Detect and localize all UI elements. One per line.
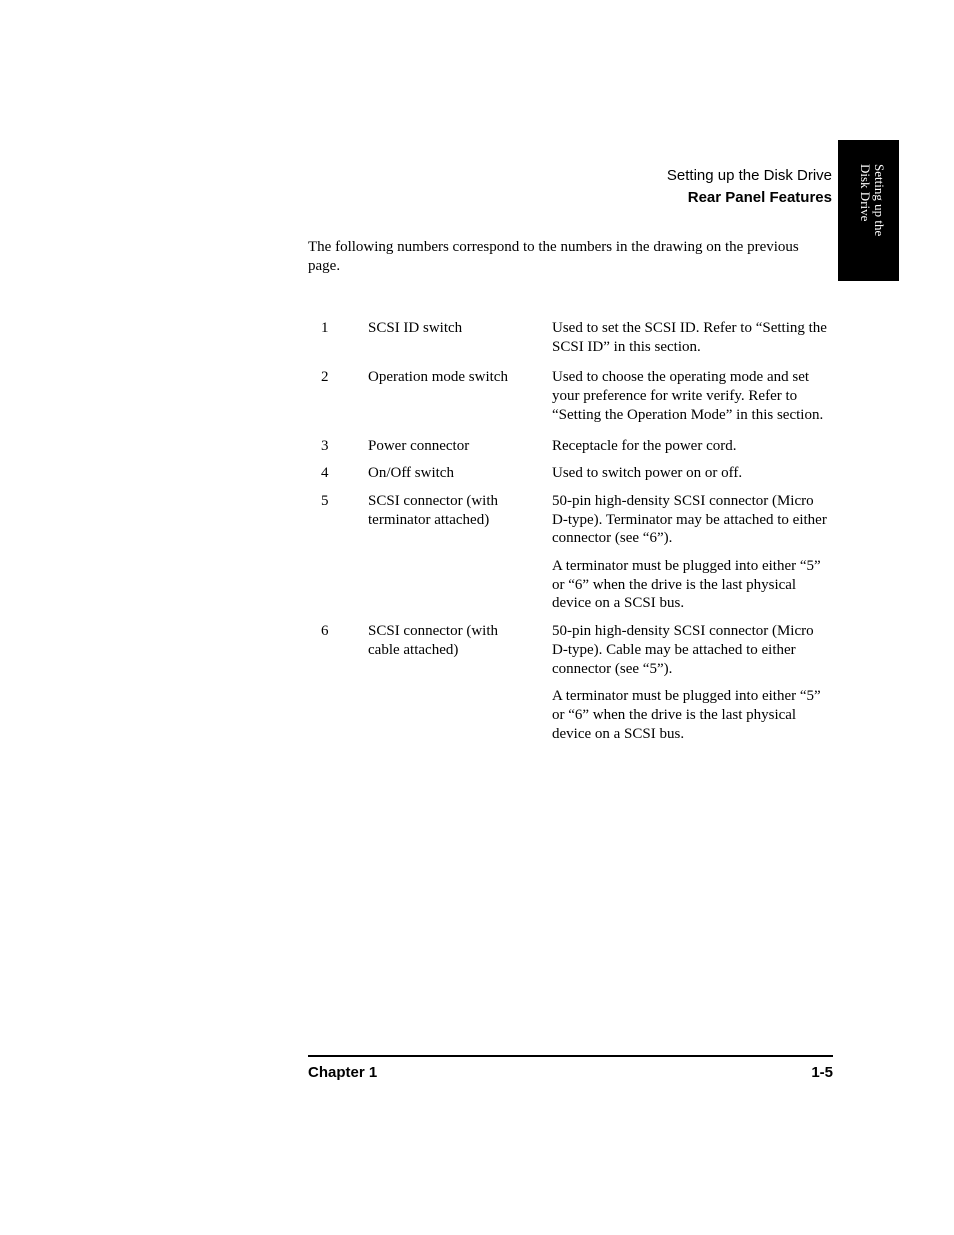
chapter-side-tab: [838, 140, 899, 281]
item-description-para: Used to switch power on or off.: [552, 465, 743, 482]
item-description-para: Used to choose the operating mode and set your preference for write verify. Refer to “Setting the Operation Mode” in this section.: [552, 369, 824, 423]
list-item: [308, 622, 832, 743]
item-description-para: Used to set the SCSI ID. Refer to “Setting the SCSI ID” in this section.: [552, 320, 827, 355]
item-description-para: A terminator must be plugged into either “5” or “6” when the drive is the last physical device on a SCSI bus.: [552, 688, 821, 742]
side-tab-line-1: Setting up the: [872, 164, 887, 237]
running-head-subsection: Rear Panel Features: [687, 189, 832, 206]
list-item: [308, 464, 832, 483]
feature-list: [308, 319, 832, 752]
list-item: [308, 492, 832, 613]
item-number: 4: [321, 465, 329, 482]
footer-page-number: 1-5: [811, 1064, 833, 1081]
item-description: [552, 622, 832, 743]
item-label: On/Off switch: [368, 465, 454, 482]
item-description: [552, 437, 832, 456]
item-label: SCSI connector (with cable attached): [368, 623, 498, 658]
item-description-para: 50-pin high-density SCSI connector (Micro D-type). Terminator may be attached to either connector (see “6”).: [552, 492, 827, 547]
footer-chapter: Chapter 1: [308, 1064, 378, 1081]
item-label: Power connector: [368, 437, 470, 454]
item-number: 1: [321, 320, 329, 336]
side-tab-line-2: Disk Drive: [858, 164, 873, 222]
item-description-para: 50-pin high-density SCSI connector (Micro D-type). Cable may be attached to either connector (see “5”).: [552, 623, 814, 677]
footer-rule: [308, 1055, 833, 1057]
list-item: [308, 319, 832, 356]
intro-paragraph: The following numbers correspond to the numbers in the drawing on the previous page.: [308, 239, 799, 274]
side-tab-text: [858, 164, 886, 236]
item-description: [552, 368, 832, 424]
item-label: SCSI ID switch: [368, 320, 463, 336]
item-number: 3: [321, 437, 329, 454]
item-number: 5: [321, 492, 329, 509]
item-description: [552, 464, 832, 483]
running-head: [667, 165, 832, 209]
running-head-section: Setting up the Disk Drive: [666, 167, 832, 184]
item-description-para: Receptacle for the power cord.: [552, 437, 737, 454]
item-label: Operation mode switch: [368, 369, 508, 386]
item-number: 6: [321, 623, 329, 640]
item-description: [552, 319, 832, 356]
item-number: 2: [321, 369, 329, 386]
item-description-para: A terminator must be plugged into either “5” or “6” when the drive is the last physical device on a SCSI bus.: [552, 558, 821, 612]
item-description: [552, 492, 832, 613]
list-item: [308, 368, 832, 424]
item-label: SCSI connector (with terminator attached): [368, 492, 498, 528]
list-item: [308, 437, 832, 456]
